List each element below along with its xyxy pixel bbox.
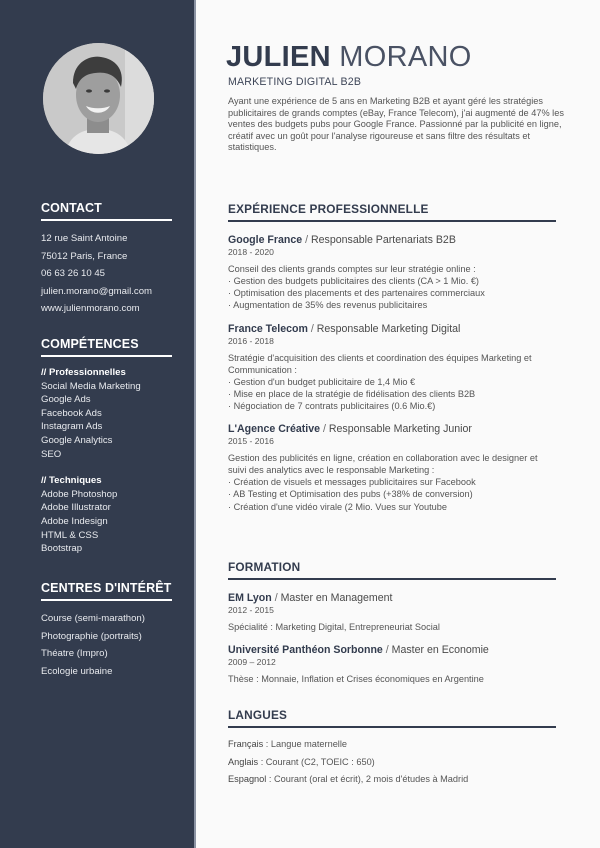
role: Responsable Marketing Digital	[316, 322, 461, 335]
language-level: : Courant (C2, TOEIC : 650)	[258, 756, 375, 767]
entry-bullet: · Gestion d'un budget publicitaire de 1,4 Mio €	[228, 376, 416, 387]
skill-item: Bootstrap	[41, 543, 83, 555]
first-name: JULIEN	[226, 41, 331, 73]
profile-summary: Ayant une expérience de 5 ans en Marketing B2B et ayant géré les stratégies publicitaires de grands comptes (eBay, France Telecom), j'ai augmenté de 47% les ventes des budgets pubs pour Google France. Passionné par la publicité en ligne, créatif avec un goût pour l'analyse rigoureuse et sans filtre des résultats et statistiques.	[228, 96, 564, 153]
interests-title: CENTRES D'INTÉRÊT	[41, 581, 172, 601]
entry-dates: 2016 - 2018	[228, 335, 274, 346]
contact-city: 75012 Paris, France	[41, 250, 128, 262]
skill-item: Adobe Indesign	[41, 515, 108, 527]
skill-item: Social Media Marketing	[41, 380, 141, 392]
education-section	[228, 560, 556, 696]
entry-dates: 2009 – 2012	[228, 657, 276, 667]
sidebar	[0, 0, 194, 848]
candidate-name	[226, 42, 472, 72]
separator: /	[302, 234, 312, 246]
entry-description: Gestion des publicités en ligne, création en collaboration avec le designer et suivi des analytics avec le responsable Marketing :	[228, 453, 538, 476]
experience-entry	[228, 323, 556, 413]
entry-bullet: · AB Testing et Optimisation des pubs (+38% de conversion)	[228, 489, 473, 500]
entry-dates: 2015 - 2016	[228, 436, 274, 447]
degree: Master en Economie	[391, 644, 489, 656]
skill-item: HTML & CSS	[41, 529, 99, 541]
entry-bullet: · Création d'une vidéo virale (2 Mio. Vues sur Youtube	[228, 501, 447, 512]
skills-group-technical	[41, 474, 172, 556]
entry-heading	[228, 592, 556, 605]
skill-item: SEO	[41, 448, 62, 460]
skill-item: Facebook Ads	[41, 407, 102, 419]
entry-description: Conseil des clients grands comptes sur leur stratégie online :	[228, 264, 476, 274]
entry-heading	[228, 234, 556, 247]
entry-description: Stratégie d'acquisition des clients et coordination des équipes Marketing et Communication :	[228, 352, 532, 375]
separator: /	[320, 423, 329, 436]
skills-group-label: // Professionnelles	[41, 367, 126, 378]
role: Responsable Partenariats B2B	[311, 234, 456, 246]
skills-title: COMPÉTENCES	[41, 337, 172, 357]
education-entry	[228, 592, 556, 633]
language-item	[228, 754, 556, 772]
last-name: MORANO	[339, 41, 472, 73]
job-title: MARKETING DIGITAL B2B	[228, 76, 362, 88]
contact-address: 12 rue Saint Antoine	[41, 233, 128, 244]
entry-bullet: · Optimisation des placements et des partenaires commerciaux	[228, 288, 485, 299]
language-item	[228, 736, 556, 754]
interest-item: Course (semi-marathon)	[41, 613, 145, 624]
portrait-icon	[43, 43, 154, 154]
entry-bullet: · Mise en place de la stratégie de fidélisation des clients B2B	[228, 388, 476, 399]
skill-item: Adobe Illustrator	[41, 502, 111, 514]
entry-heading	[228, 423, 556, 436]
skill-item: Google Ads	[41, 394, 91, 406]
entry-heading	[228, 323, 556, 336]
contact-section	[41, 201, 172, 318]
entry-bullet: · Création de visuels et messages publicitaires sur Facebook	[228, 477, 476, 488]
separator: /	[382, 644, 392, 656]
languages-section	[228, 708, 556, 789]
contact-phone: 06 63 26 10 45	[41, 268, 106, 280]
school-name: Université Panthéon Sorbonne	[228, 644, 383, 656]
experience-entry	[228, 423, 556, 513]
experience-entry	[228, 234, 556, 312]
interest-item: Ecologie urbaine	[41, 665, 113, 677]
company-name: France Telecom	[228, 322, 308, 335]
entry-dates: 2018 - 2020	[228, 247, 274, 257]
entry-bullet: · Négociation de 7 contrats publicitaires (0.6 Mio.€)	[228, 401, 436, 412]
contact-title: CONTACT	[41, 201, 172, 221]
language-item	[228, 771, 556, 789]
skills-section	[41, 337, 172, 556]
separator: /	[307, 322, 317, 335]
language-name: Français	[228, 739, 264, 749]
experience-section	[228, 202, 556, 524]
separator: /	[271, 592, 281, 604]
contact-email[interactable]: julien.morano@gmail.com	[41, 285, 153, 297]
entry-bullet: · Augmentation de 35% des revenus publicitaires	[228, 300, 428, 311]
education-detail: Thèse : Monnaie, Inflation et Crises économiques en Argentine	[228, 674, 484, 684]
languages-title: LANGUES	[228, 708, 556, 728]
skills-group-professional	[41, 366, 172, 461]
contact-website[interactable]: www.julienmorano.com	[41, 303, 140, 315]
entry-heading	[228, 644, 556, 657]
skill-item: Adobe Photoshop	[41, 488, 118, 500]
school-name: EM Lyon	[228, 592, 272, 604]
interest-item: Photographie (portraits)	[41, 630, 142, 642]
entry-bullet: · Gestion des budgets publicitaires des clients (CA > 1 Mio. €)	[228, 276, 479, 286]
education-detail: Spécialité : Marketing Digital, Entrepreneuriat Social	[228, 622, 440, 632]
profile-photo	[43, 43, 154, 154]
language-level: : Langue maternelle	[263, 739, 347, 749]
skill-item: Google Analytics	[41, 434, 113, 446]
education-title: FORMATION	[228, 560, 556, 580]
role: Responsable Marketing Junior	[328, 423, 472, 436]
language-name: Anglais	[228, 756, 259, 767]
degree: Master en Management	[280, 592, 393, 604]
education-entry	[228, 644, 556, 685]
language-name: Espagnol	[228, 774, 267, 785]
interest-item: Théatre (Impro)	[41, 648, 108, 660]
skills-group-label: // Techniques	[41, 475, 102, 487]
language-level: : Courant (oral et écrit), 2 mois d'études à Madrid	[266, 774, 469, 785]
experience-title: EXPÉRIENCE PROFESSIONNELLE	[228, 202, 556, 222]
sidebar-divider	[194, 0, 196, 848]
entry-dates: 2012 - 2015	[228, 605, 274, 615]
company-name: L'Agence Créative	[228, 423, 321, 436]
skill-item: Instagram Ads	[41, 421, 103, 433]
company-name: Google France	[228, 234, 303, 246]
interests-section	[41, 581, 172, 680]
